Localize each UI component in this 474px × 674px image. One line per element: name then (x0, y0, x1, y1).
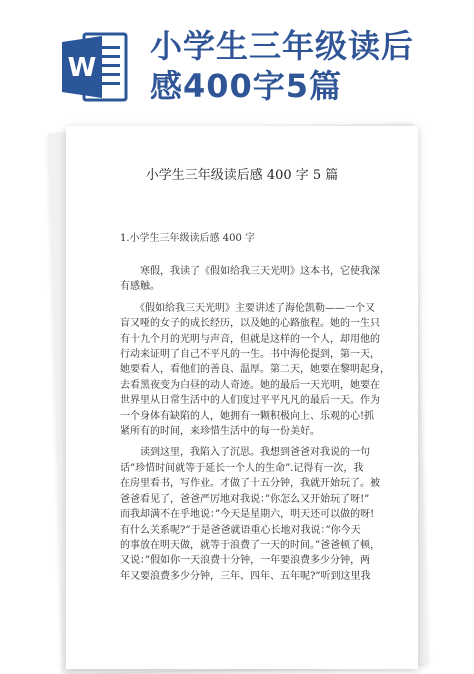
text-line: 年又要浪费多少分钟，三年、四年、五年呢?”听到这里我 (120, 570, 371, 582)
text-line: 有感触。 (120, 281, 160, 293)
word-icon-letter: W (67, 53, 97, 83)
text-line: 而我却满不在乎地说：”今天是星期六，明天还可以做的呀! (120, 509, 375, 521)
text-line: 盲又哑的女子的成长经历，以及她的心路旅程。她的一生只 (120, 318, 380, 330)
text-line: 有什么关系呢?”于是爸爸就语重心长地对我说：”你今天 (120, 524, 361, 536)
text-line: 在房里看书，写作业。才做了十五分钟，我就开始玩了。被 (120, 478, 380, 490)
document-body (120, 264, 390, 584)
text-line: 行动来证明了自己不平凡的一生。书中海伦提到，第一天， (120, 349, 380, 361)
text-line: 爸爸看见了，爸爸严厉地对我说：”你怎么又开始玩了呀!” (120, 493, 370, 505)
document-page (66, 126, 418, 669)
title-banner (0, 0, 474, 130)
text-line: 又说：”假如你一天浪费十分钟，一年要浪费多少分钟，两 (120, 555, 371, 567)
text-line: 《假如给我三天光明》主要讲述了海伦凯勒——一个又 (120, 302, 375, 314)
document-title: 小学生三年级读后感 400 字 5 篇 (145, 168, 339, 183)
text-line: 话”珍惜时间就等于延长一个人的生命”.记得有一次，我 (120, 462, 364, 474)
text-line: 紧所有的时间，来珍惜生活中的每一份美好。 (120, 426, 320, 438)
text-line: 的事放在明天做，就等于浪费了一天的时间。”爸爸顿了顿， (120, 539, 381, 551)
text-line: 她要看人，看他们的善良、温厚。第二天，她要在黎明起身， (120, 364, 390, 376)
text-line: 去看黑夜变为白昼的动人奇迹。她的最后一天光明，她要在 (120, 379, 380, 391)
text-line: 一个身体有缺陷的人，她拥有一颗积极向上、乐观的心!抓 (120, 410, 375, 422)
banner-title (150, 26, 460, 106)
text-line: 读到这里，我陷入了沉思。我想到爸爸对我说的一句 (120, 447, 370, 459)
text-line: 世界里从日常生活中的人们度过平平凡凡的最后一天。作为 (120, 395, 380, 407)
word-document-icon (62, 30, 128, 104)
section-heading: 1.小学生三年级读后感 400 字 (120, 233, 255, 244)
banner-title-line-1: 小学生三年级读后 (150, 27, 415, 65)
banner-title-line-2: 感400字5篇 (150, 67, 343, 105)
text-line: 寒假，我读了《假如给我三天光明》这本书，它使我深 (120, 266, 380, 277)
text-line: 有十九个月的光明与声音，但就是这样的一个人，却用他的 (120, 333, 380, 345)
